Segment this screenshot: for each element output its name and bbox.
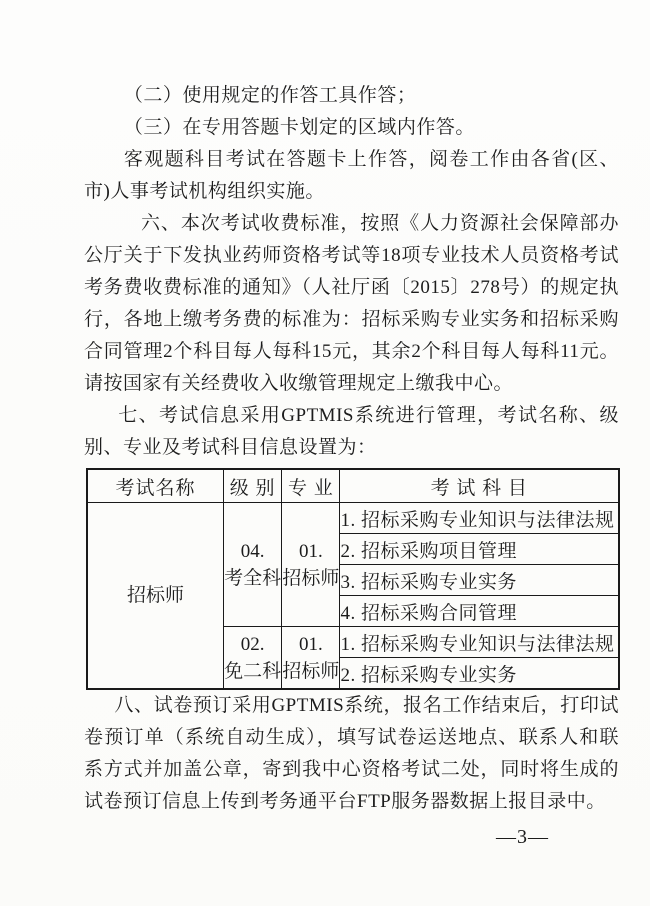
header-subjects: 考 试 科 目 bbox=[340, 469, 619, 503]
cell-major-group1 bbox=[282, 503, 340, 627]
cell-subject: 1. 招标采购专业知识与法律法规 bbox=[340, 627, 619, 658]
level-name: 考全科 bbox=[224, 567, 282, 589]
header-major: 专 业 bbox=[282, 469, 340, 503]
cell-level-group1 bbox=[224, 503, 282, 627]
cell-subject: 4. 招标采购合同管理 bbox=[340, 596, 619, 627]
cell-exam-name: 招标师 bbox=[87, 503, 224, 690]
document-body bbox=[84, 80, 619, 849]
cell-subject: 2. 招标采购专业实务 bbox=[340, 658, 619, 690]
major-name: 招标师 bbox=[282, 567, 340, 589]
paragraph-section-7-gptmis: 七、考试信息采用GPTMIS系统进行管理，考试名称、级别、专业及考试科目信息设置为： bbox=[84, 405, 619, 458]
paragraph-section-8-paper-order: 八、试卷预订采用GPTMIS系统，报名工作结束后，打印试卷预订单（系统自动生成），填写试卷运送地点、联系人和联系方式并加盖公章，寄到我中心资格考试二处，同时将生成的试卷预订信息上传到考务通平台FTP服务器数据上报目录中。 bbox=[84, 695, 619, 812]
level-code: 02. bbox=[240, 633, 265, 655]
page-number: —3— bbox=[496, 826, 549, 848]
cell-subject: 2. 招标采购项目管理 bbox=[340, 534, 619, 565]
level-code: 04. bbox=[240, 540, 265, 562]
level-name: 免二科 bbox=[224, 660, 282, 682]
header-exam-name: 考试名称 bbox=[87, 469, 224, 503]
header-level: 级 别 bbox=[224, 469, 282, 503]
table-row bbox=[87, 503, 619, 534]
paragraph-objective-subjects: 客观题科目考试在答题卡上作答，阅卷工作由各省(区、市)人事考试机构组织实施。 bbox=[84, 149, 619, 202]
paragraph-section-6-fees: 六、本次考试收费标准，按照《人力资源社会保障部办公厅关于下发执业药师资格考试等18项专业技术人员资格考试考务费收费标准的通知》（人社厅函〔2015〕278号）的规定执行，各地上缴考务费的标准为：招标采购专业实务和招标采购合同管理2个科目每人每科15元，其余2个科目每人每科11元。请按国家有关经费收入收缴管理规定上缴我中心。 bbox=[84, 213, 619, 394]
cell-level-group2 bbox=[224, 627, 282, 690]
major-code: 01. bbox=[298, 633, 323, 655]
major-code: 01. bbox=[298, 540, 323, 562]
major-name: 招标师 bbox=[282, 660, 340, 682]
paragraph-item-3: （三）在专用答题卡划定的区域内作答。 bbox=[123, 117, 475, 138]
table-header-row bbox=[87, 469, 619, 503]
cell-subject: 1. 招标采购专业知识与法律法规 bbox=[340, 503, 619, 534]
exam-info-table bbox=[86, 468, 620, 690]
cell-subject: 3. 招标采购专业实务 bbox=[340, 565, 619, 596]
cell-major-group2 bbox=[282, 627, 340, 690]
paragraph-item-2: （二）使用规定的作答工具作答； bbox=[123, 85, 417, 106]
